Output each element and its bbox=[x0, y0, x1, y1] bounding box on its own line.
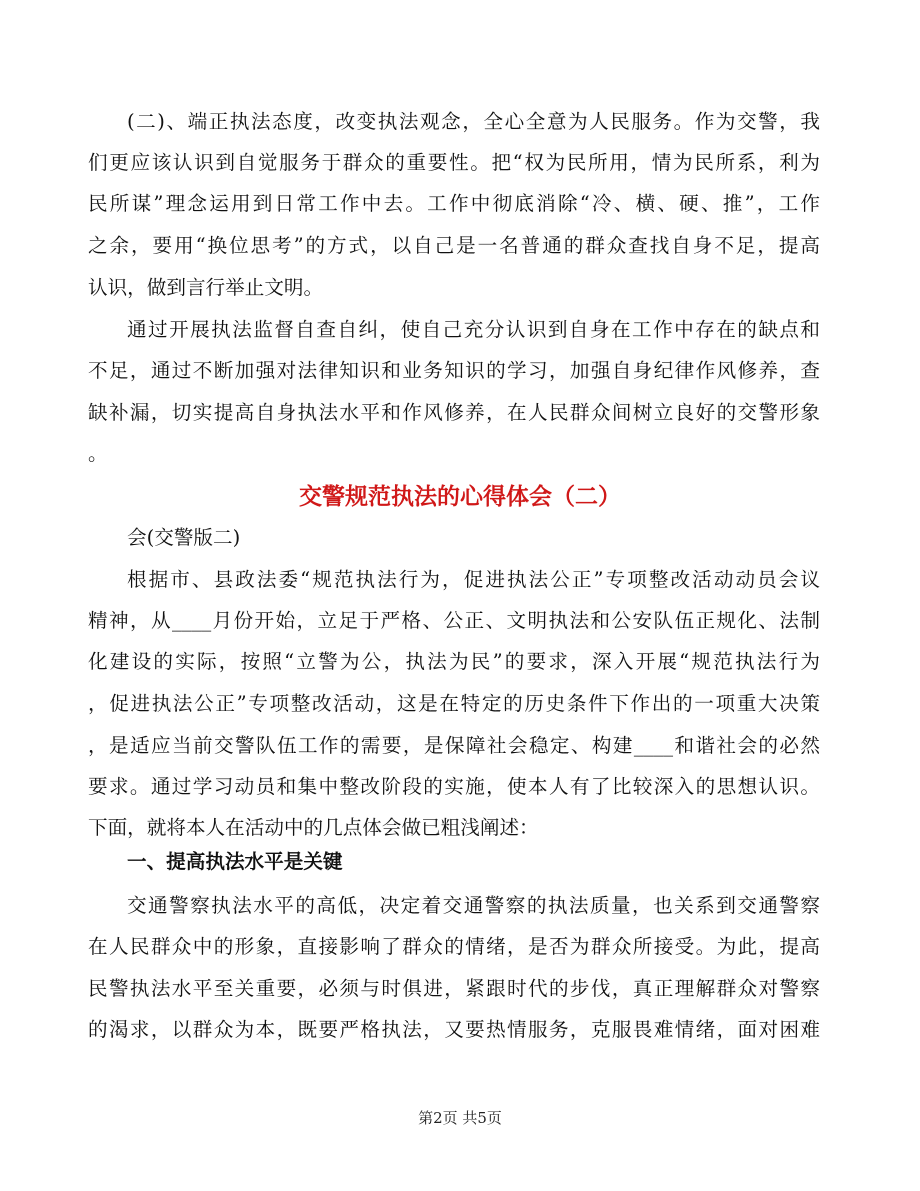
section-heading: 一、提高执法水平是关键 bbox=[127, 850, 343, 873]
paragraph-line: 通过开展执法监督自查自纠，使自己充分认识到自身在工作中存在的缺点和 bbox=[127, 318, 820, 341]
paragraph-line: 下面，就将本人在活动中的几点体会做已粗浅阐述： bbox=[88, 816, 539, 839]
paragraph-line: 。 bbox=[88, 442, 108, 465]
paragraph-line: 们更应该认识到自觉服务于群众的重要性。把“权为民所用，情为民所系，利为 bbox=[88, 151, 820, 174]
paragraph-line: 民所谋”理念运用到日常工作中去。工作中彻底消除“冷、横、硬、推”，工作 bbox=[88, 192, 820, 215]
paragraph-line: 缺补漏，切实提高自身执法水平和作风修养，在人民群众间树立良好的交警形象 bbox=[88, 401, 820, 424]
paragraph-line: 要求。通过学习动员和集中整改阶段的实施，使本人有了比较深入的思想认识。 bbox=[88, 775, 820, 798]
paragraph-line: 精神，从____月份开始，立足于严格、公正、文明执法和公安队伍正规化、法制 bbox=[88, 609, 820, 632]
paragraph-line: 之余，要用“换位思考”的方式，以自己是一名普通的群众查找自身不足，提高 bbox=[88, 234, 820, 257]
paragraph-line: 不足，通过不断加强对法律知识和业务知识的学习，加强自身纪律作风修养，查 bbox=[88, 359, 820, 382]
subtitle: 会(交警版二) bbox=[127, 526, 241, 549]
paragraph-line: (二)、端正执法态度，改变执法观念，全心全意为人民服务。作为交警，我 bbox=[127, 110, 820, 133]
paragraph-line: 交通警察执法水平的高低，决定着交通警察的执法质量，也关系到交通警察 bbox=[127, 894, 820, 917]
paragraph-line: 民警执法水平至关重要，必须与时俱进，紧跟时代的步伐，真正理解群众对警察 bbox=[88, 977, 820, 1000]
paragraph-line: 根据市、县政法委“规范执法行为，促进执法公正”专项整改活动动员会议 bbox=[127, 568, 820, 591]
paragraph-line: 在人民群众中的形象，直接影响了群众的情绪，是否为群众所接受。为此，提高 bbox=[88, 935, 820, 958]
paragraph-line: 认识，做到言行举止文明。 bbox=[88, 276, 324, 299]
page-footer: 第2页 共5页 bbox=[418, 1109, 502, 1127]
paragraph-line: 的渴求，以群众为本，既要严格执法，又要热情服务，克服畏难情绪，面对困难 bbox=[88, 1018, 820, 1041]
paragraph-line: ，促进执法公正”专项整改活动，这是在特定的历史条件下作出的一项重大决策 bbox=[88, 692, 820, 715]
document-title: 交警规范执法的心得体会（二） bbox=[299, 484, 621, 510]
paragraph-line: ，是适应当前交警队伍工作的需要，是保障社会稳定、构建____和谐社会的必然 bbox=[88, 734, 820, 757]
paragraph-line: 化建设的实际，按照“立警为公，执法为民”的要求，深入开展“规范执法行为 bbox=[88, 650, 820, 673]
